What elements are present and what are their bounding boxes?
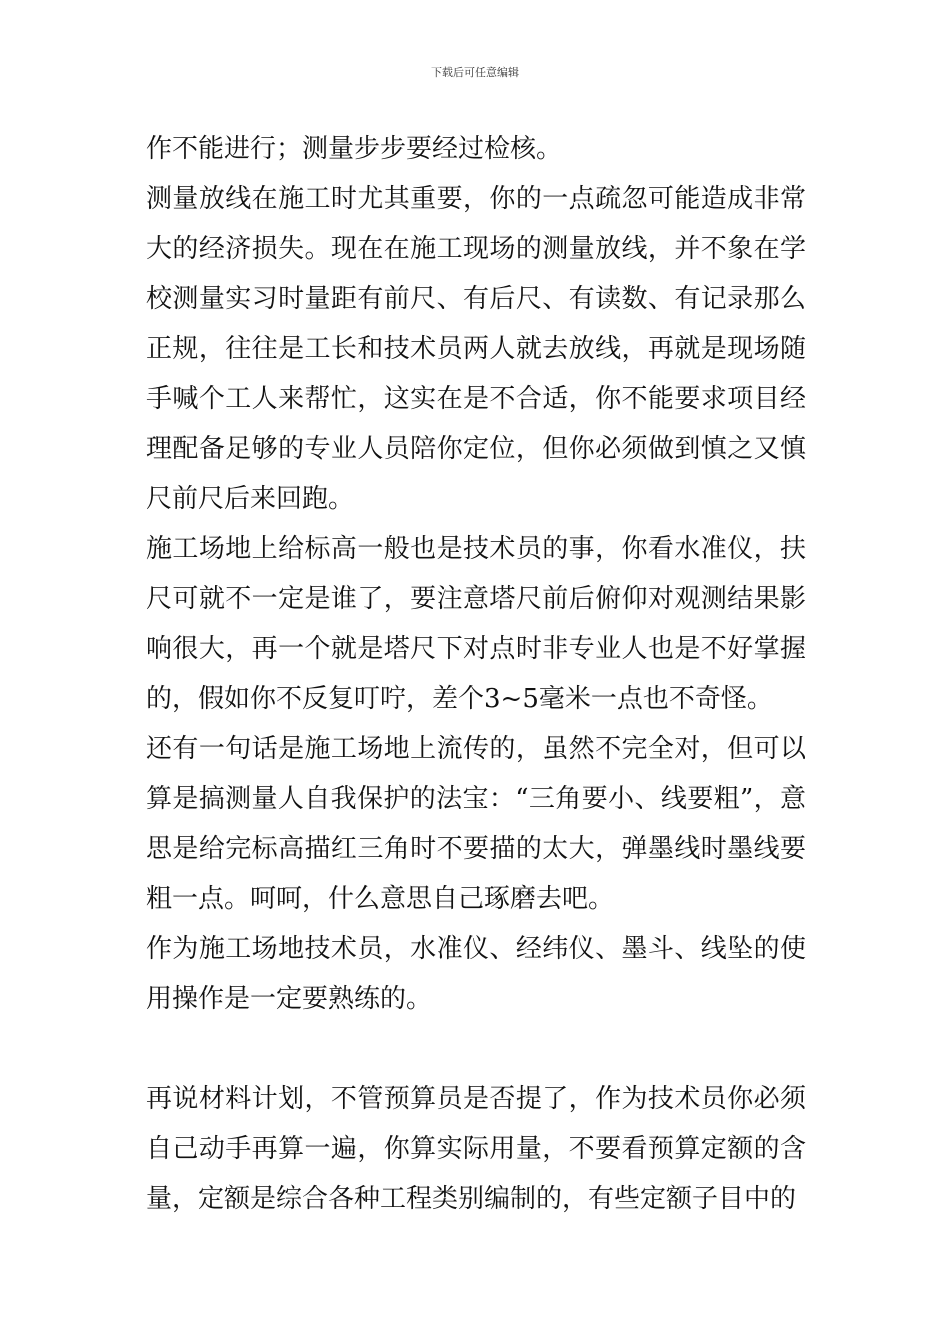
paragraph-1: 作不能进行；测量步步要经过检核。 [146,134,563,164]
document-body [146,124,806,1224]
paragraph-3: 施工场地上给标高一般也是技术员的事，你看水准仪，扶尺可就不一定是谁了，要注意塔尺前后俯仰对观测结果影响很大，再一个就是塔尺下对点时非专业人也是不好掌握的，假如你不反复叮咛，差个3~5毫米一点也不奇怪。 [146,534,806,714]
paragraph-spacer [146,1024,806,1074]
paragraph-2: 测量放线在施工时尤其重要，你的一点疏忽可能造成非常大的经济损失。现在在施工现场的测量放线，并不象在学校测量实习时量距有前尺、有后尺、有读数、有记录那么正规，往往是工长和技术员两人就去放线，再就是现场随手喊个工人来帮忙，这实在是不合适，你不能要求项目经理配备足够的专业人员陪你定位，但你必须做到慎之又慎尺前尺后来回跑。 [146,184,806,514]
paragraph-5: 作为施工场地技术员，水准仪、经纬仪、墨斗、线坠的使用操作是一定要熟练的。 [146,934,806,1014]
paragraph-6: 再说材料计划，不管预算员是否提了，作为技术员你必须自己动手再算一遍，你算实际用量，不要看预算定额的含量，定额是综合各种工程类别编制的，有些定额子目中的 [146,1084,806,1214]
page-header: 下载后可任意编辑 [431,66,519,79]
paragraph-4: 还有一句话是施工场地上流传的，虽然不完全对，但可以算是搞测量人自我保护的法宝：“三角要小、线要粗”，意思是给完标高描红三角时不要描的太大，弹墨线时墨线要粗一点。呵呵，什么意思自己琢磨去吧。 [146,734,806,914]
